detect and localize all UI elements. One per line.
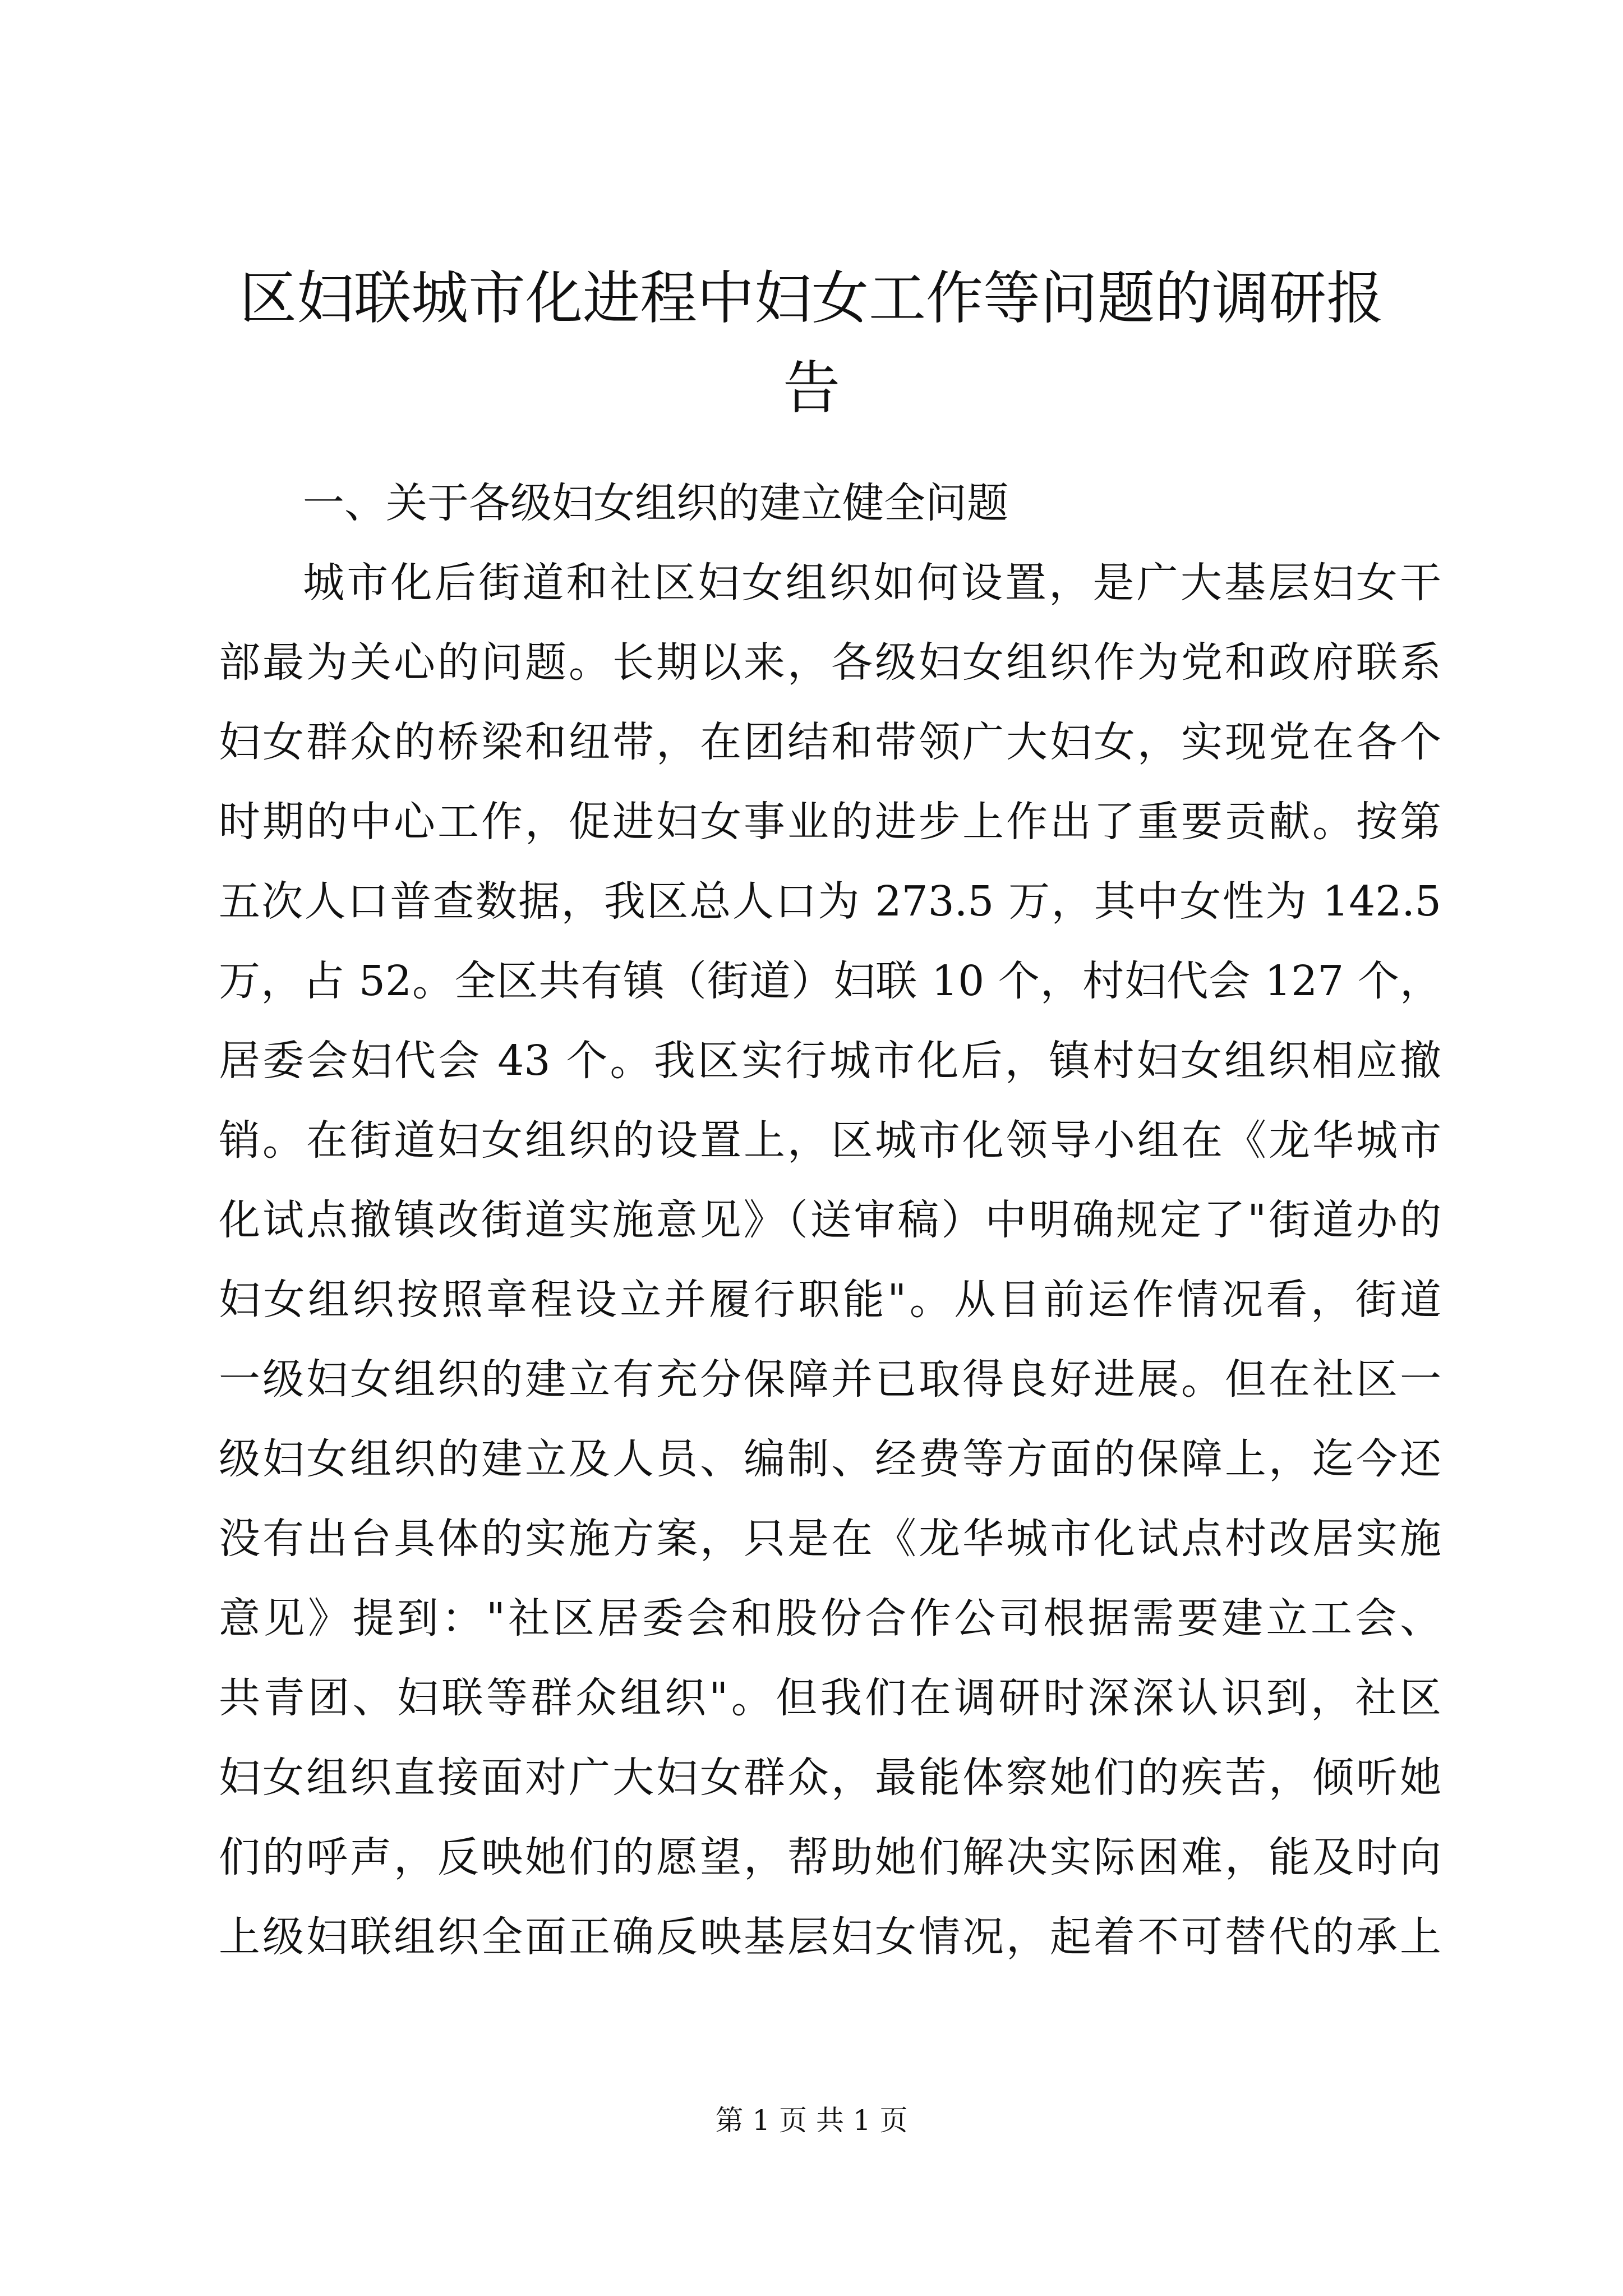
paragraph-line: 五次人口普查数据，我区总人口为 273.5 万，其中女性为 142.5	[219, 877, 1441, 926]
page-footer: 第 1 页 共 1 页	[715, 2104, 908, 2137]
paragraph-line: 妇女群众的桥梁和纽带，在团结和带领广大妇女，实现党在各个	[219, 718, 1441, 766]
section-heading: 一、关于各级妇女组织的建立健全问题	[303, 479, 1008, 527]
paragraph-line: 居委会妇代会 43 个。我区实行城市化后，镇村妇女组织相应撤	[219, 1037, 1441, 1085]
paragraph-line: 妇女组织直接面对广大妇女群众，最能体察她们的疾苦，倾听她	[219, 1754, 1441, 1802]
paragraph-line: 妇女组织按照章程设立并履行职能"。从目前运作情况看，街道	[219, 1276, 1441, 1324]
paragraph-line: 化试点撤镇改街道实施意见》（送审稿）中明确规定了"街道办的	[219, 1196, 1441, 1244]
paragraph-line: 意见》提到："社区居委会和股份合作公司根据需要建立工会、	[219, 1594, 1441, 1642]
paragraph-line: 们的呼声，反映她们的愿望，帮助她们解决实际困难，能及时向	[219, 1833, 1441, 1881]
paragraph-line: 上级妇联组织全面正确反映基层妇女情况，起着不可替代的承上	[219, 1913, 1441, 1961]
paragraph-line: 城市化后街道和社区妇女组织如何设置，是广大基层妇女干	[303, 559, 1441, 607]
document-title-line-2: 告	[783, 355, 840, 422]
paragraph-line: 部最为关心的问题。长期以来，各级妇女组织作为党和政府联系	[219, 638, 1441, 687]
paragraph-line: 时期的中心工作，促进妇女事业的进步上作出了重要贡献。按第	[219, 798, 1441, 846]
paragraph-line: 销。在街道妇女组织的设置上，区城市化领导小组在《龙华城市	[219, 1116, 1441, 1165]
paragraph-line: 级妇女组织的建立及人员、编制、经费等方面的保障上，迄今还	[219, 1435, 1441, 1483]
paragraph-line: 万，占 52。全区共有镇（街道）妇联 10 个，村妇代会 127 个，	[219, 957, 1441, 1005]
document-title-line-1: 区妇联城市化进程中妇女工作等问题的调研报	[239, 265, 1384, 332]
paragraph-line: 一级妇女组织的建立有充分保障并已取得良好进展。但在社区一	[219, 1355, 1441, 1404]
paragraph-line: 共青团、妇联等群众组织"。但我们在调研时深深认识到，社区	[219, 1674, 1441, 1722]
paragraph-line: 没有出台具体的实施方案，只是在《龙华城市化试点村改居实施	[219, 1515, 1441, 1563]
